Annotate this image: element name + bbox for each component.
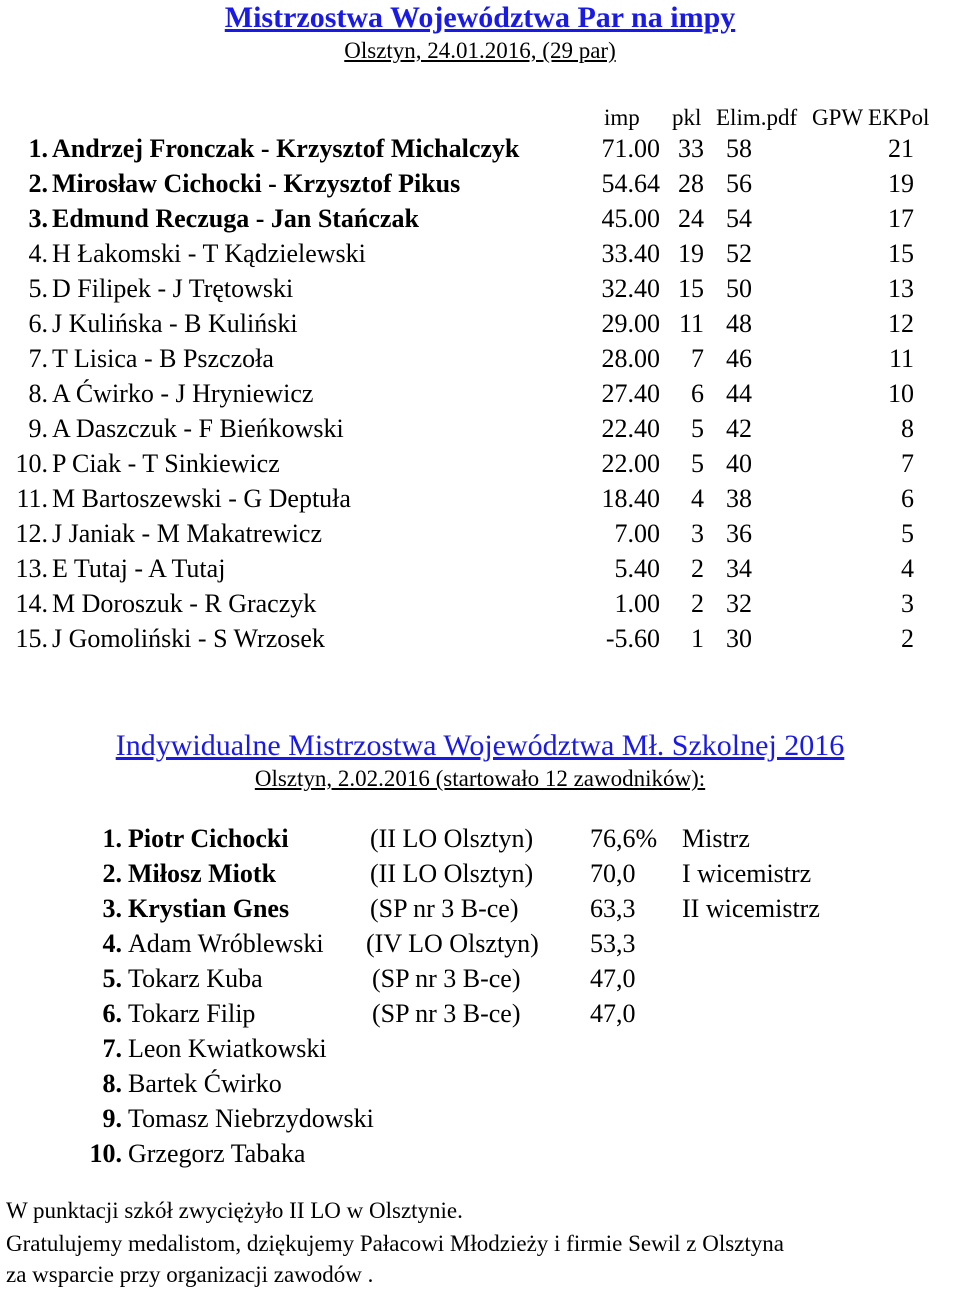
elim-points: 42 — [726, 414, 752, 443]
score: 76,6% — [590, 824, 658, 853]
column-header: GPW — [812, 105, 864, 130]
ekpol-points: 8 — [901, 414, 914, 443]
school: (II LO Olsztyn) — [370, 824, 534, 853]
elim-points: 56 — [726, 169, 752, 198]
pair-names: E Tutaj - A Tutaj — [52, 554, 226, 583]
ekpol-points: 12 — [888, 309, 914, 338]
rank: 10. — [89, 1139, 122, 1168]
elim-points: 32 — [726, 589, 752, 618]
rank: 1. — [28, 134, 48, 163]
rank: 4. — [102, 929, 122, 958]
player-name: Leon Kwiatkowski — [128, 1034, 327, 1063]
rank: 9. — [102, 1104, 122, 1133]
pair-names: D Filipek - J Trętowski — [52, 274, 294, 303]
imp-score: 32.40 — [601, 274, 660, 303]
ekpol-points: 11 — [888, 344, 914, 373]
elim-points: 30 — [726, 624, 752, 653]
column-header: EKPol — [868, 105, 930, 130]
pkl-points: 4 — [691, 484, 704, 513]
rank: 5. — [28, 274, 48, 303]
imp-score: 7.00 — [614, 519, 660, 548]
pkl-points: 11 — [678, 309, 704, 338]
rank: 10. — [15, 449, 48, 478]
ekpol-points: 13 — [888, 274, 914, 303]
imp-score: 71.00 — [601, 134, 660, 163]
imp-score: 18.40 — [601, 484, 660, 513]
imp-score: 5.40 — [614, 554, 660, 583]
pair-names: T Lisica - B Pszczoła — [52, 344, 274, 373]
score: 63,3 — [590, 894, 636, 923]
pkl-points: 7 — [691, 344, 704, 373]
imp-score: 22.40 — [601, 414, 660, 443]
pkl-points: 15 — [678, 274, 704, 303]
pkl-points: 3 — [691, 519, 704, 548]
imp-score: 54.64 — [601, 169, 660, 198]
imp-score: -5.60 — [605, 624, 660, 653]
rank: 14. — [15, 589, 48, 618]
ekpol-points: 17 — [888, 204, 914, 233]
section1-subtitle: Olsztyn, 24.01.2016, (29 par) — [344, 38, 616, 63]
rank: 6. — [102, 999, 122, 1028]
rank: 5. — [102, 964, 122, 993]
rank: 1. — [102, 824, 122, 853]
school: (IV LO Olsztyn) — [366, 929, 539, 958]
pkl-points: 2 — [691, 554, 704, 583]
player-name: Bartek Ćwirko — [128, 1069, 282, 1098]
player-name: Miłosz Miotk — [128, 859, 277, 888]
pair-names: J Janiak - M Makatrewicz — [52, 519, 323, 548]
rank: 12. — [15, 519, 48, 548]
pair-names: Edmund Reczuga - Jan Stańczak — [52, 204, 419, 233]
player-name: Tokarz Kuba — [128, 964, 263, 993]
elim-points: 36 — [726, 519, 752, 548]
imp-score: 29.00 — [601, 309, 660, 338]
elim-points: 40 — [726, 449, 752, 478]
ekpol-points: 4 — [901, 554, 914, 583]
elim-points: 34 — [726, 554, 752, 583]
elim-points: 52 — [726, 239, 752, 268]
pkl-points: 6 — [691, 379, 704, 408]
player-name: Tokarz Filip — [128, 999, 256, 1028]
school: (SP nr 3 B-ce) — [372, 999, 521, 1028]
column-header: pkl — [672, 105, 702, 130]
imp-score: 33.40 — [601, 239, 660, 268]
pkl-points: 2 — [691, 589, 704, 618]
imp-score: 45.00 — [601, 204, 660, 233]
elim-points: 50 — [726, 274, 752, 303]
rank: 15. — [15, 624, 48, 653]
pkl-points: 5 — [691, 414, 704, 443]
rank: 4. — [28, 239, 48, 268]
imp-score: 28.00 — [601, 344, 660, 373]
player-name: Piotr Cichocki — [128, 824, 289, 853]
section2-title: Indywidualne Mistrzostwa Województwa Mł. Szkolnej 2016 — [115, 729, 845, 762]
school: (SP nr 3 B-ce) — [372, 964, 521, 993]
score: 70,0 — [590, 859, 636, 888]
player-name: Grzegorz Tabaka — [128, 1139, 306, 1168]
pair-names: P Ciak - T Sinkiewicz — [52, 449, 280, 478]
elim-points: 58 — [726, 134, 752, 163]
rank: 6. — [28, 309, 48, 338]
pair-names: M Bartoszewski - G Deptuła — [52, 484, 351, 513]
ekpol-points: 2 — [901, 624, 914, 653]
ekpol-points: 3 — [901, 589, 914, 618]
school: (II LO Olsztyn) — [370, 859, 534, 888]
pair-names: M Doroszuk - R Graczyk — [52, 589, 317, 618]
score: 47,0 — [590, 964, 636, 993]
ekpol-points: 21 — [888, 134, 914, 163]
ekpol-points: 6 — [901, 484, 914, 513]
footer-line-1: W punktacji szkół zwyciężyło II LO w Olsztynie. — [6, 1198, 463, 1223]
pair-names: Mirosław Cichocki - Krzysztof Pikus — [52, 169, 461, 198]
pair-names: J Kulińska - B Kuliński — [52, 309, 298, 338]
title-award: I wicemistrz — [682, 859, 812, 888]
pkl-points: 28 — [678, 169, 704, 198]
pkl-points: 24 — [678, 204, 704, 233]
rank: 7. — [28, 344, 48, 373]
imp-score: 1.00 — [614, 589, 660, 618]
pair-names: A Daszczuk - F Bieńkowski — [52, 414, 344, 443]
title-award: II wicemistrz — [682, 894, 820, 923]
rank: 3. — [102, 894, 122, 923]
section2-subtitle: Olsztyn, 2.02.2016 (startowało 12 zawodników): — [254, 766, 706, 791]
player-name: Tomasz Niebrzydowski — [128, 1104, 374, 1133]
elim-points: 38 — [726, 484, 752, 513]
pair-names: A Ćwirko - J Hryniewicz — [52, 379, 314, 408]
elim-points: 46 — [726, 344, 752, 373]
pair-names: J Gomoliński - S Wrzosek — [52, 624, 325, 653]
rank: 9. — [28, 414, 48, 443]
footer-line-2: Gratulujemy medalistom, dziękujemy Pałacowi Młodzieży i firmie Sewil z Olsztyna — [6, 1231, 784, 1256]
column-header: imp — [604, 105, 640, 130]
pkl-points: 1 — [691, 624, 704, 653]
rank: 8. — [102, 1069, 122, 1098]
ekpol-points: 5 — [901, 519, 914, 548]
pkl-points: 33 — [678, 134, 704, 163]
player-name: Krystian Gnes — [128, 894, 290, 923]
rank: 13. — [15, 554, 48, 583]
elim-points: 54 — [726, 204, 752, 233]
pair-names: H Łakomski - T Kądzielewski — [52, 239, 366, 268]
ekpol-points: 7 — [901, 449, 914, 478]
ekpol-points: 19 — [888, 169, 914, 198]
rank: 2. — [102, 859, 122, 888]
rank: 7. — [102, 1034, 122, 1063]
imp-score: 27.40 — [601, 379, 660, 408]
section1-title: Mistrzostwa Województwa Par na impy — [224, 1, 736, 34]
column-header: Elim.pdf — [716, 105, 798, 130]
elim-points: 48 — [726, 309, 752, 338]
rank: 11. — [16, 484, 48, 513]
ekpol-points: 10 — [888, 379, 914, 408]
pkl-points: 5 — [691, 449, 704, 478]
ekpol-points: 15 — [888, 239, 914, 268]
player-name: Adam Wróblewski — [128, 929, 324, 958]
imp-score: 22.00 — [601, 449, 660, 478]
rank: 3. — [28, 204, 48, 233]
footer-line-3: za wsparcie przy organizacji zawodów . — [6, 1262, 374, 1287]
score: 53,3 — [590, 929, 636, 958]
rank: 2. — [28, 169, 48, 198]
school: (SP nr 3 B-ce) — [370, 894, 519, 923]
title-award: Mistrz — [682, 824, 750, 853]
pair-names: Andrzej Fronczak - Krzysztof Michalczyk — [52, 134, 520, 163]
pkl-points: 19 — [678, 239, 704, 268]
score: 47,0 — [590, 999, 636, 1028]
elim-points: 44 — [726, 379, 752, 408]
rank: 8. — [28, 379, 48, 408]
